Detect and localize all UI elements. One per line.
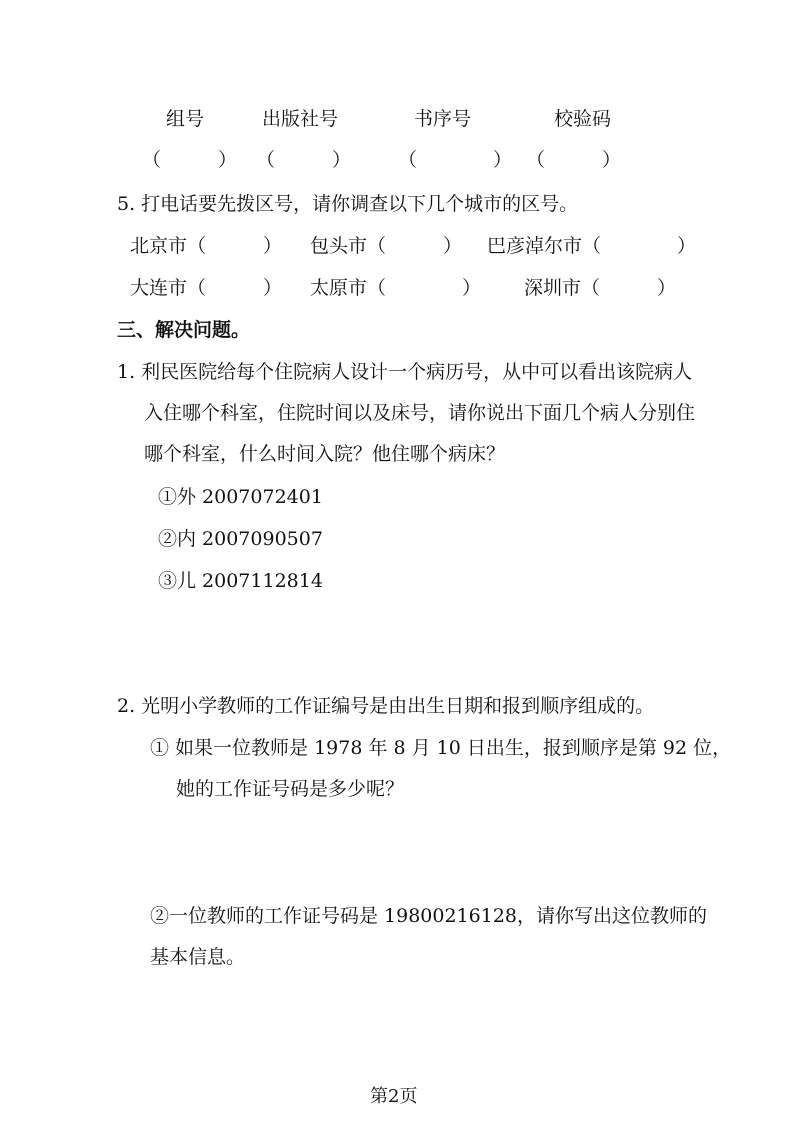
city-dalian: 大连市（ ） — [130, 277, 283, 299]
patient-record-3: ③儿 2007112814 — [158, 570, 323, 592]
city-baotou: 包头市（ ） — [310, 235, 463, 257]
isbn-label-book-order: 书序号 — [414, 108, 472, 130]
question-1-line-2: 入住哪个科室，住院时间以及床号，请你说出下面几个病人分别住 — [144, 402, 696, 424]
isbn-label-publisher: 出版社号 — [262, 108, 339, 130]
city-bayannur: 巴彦淖尔市（ ） — [487, 235, 697, 257]
question-2-sub-1-line-2: 她的工作证号码是多少呢？ — [176, 778, 405, 800]
question-2-sub-2-line-2: 基本信息。 — [150, 946, 246, 968]
question-1-line-3: 哪个科室，什么时间入院？他住哪个病床？ — [144, 443, 506, 465]
patient-record-2: ②内 2007090507 — [158, 528, 323, 550]
question-2-prompt: 2. 光明小学教师的工作证编号是由出生日期和报到顺序组成的。 — [117, 695, 655, 717]
question-1-line-1: 1. 利民医院给每个住院病人设计一个病历号，从中可以看出该院病人 — [117, 361, 693, 383]
isbn-label-check-digit: 校验码 — [554, 108, 612, 130]
city-beijing: 北京市（ ） — [130, 235, 283, 257]
question-2-sub-1-line-1: ① 如果一位教师是 1978 年 8 月 10 日出生，报到顺序是第 92 位， — [150, 737, 732, 759]
section-3-title: 三、解决问题。 — [117, 319, 251, 341]
page-number: 第2页 — [370, 1086, 418, 1107]
city-shenzhen: 深圳市（ ） — [524, 277, 677, 299]
isbn-blank-book-order: （ ） — [398, 149, 513, 171]
city-taiyuan: 太原市（ ） — [310, 277, 482, 299]
question-2-sub-2-line-1: ②一位教师的工作证号码是 19800216128，请你写出这位教师的 — [150, 905, 708, 927]
isbn-blank-check-digit: （ ） — [526, 149, 622, 171]
isbn-blank-group: （ ） — [142, 149, 238, 171]
patient-record-1: ①外 2007072401 — [158, 486, 323, 508]
isbn-blank-publisher: （ ） — [256, 149, 352, 171]
question-5-prompt: 5. 打电话要先拨区号，请你调查以下几个城市的区号。 — [117, 193, 579, 215]
isbn-label-group: 组号 — [166, 108, 205, 130]
